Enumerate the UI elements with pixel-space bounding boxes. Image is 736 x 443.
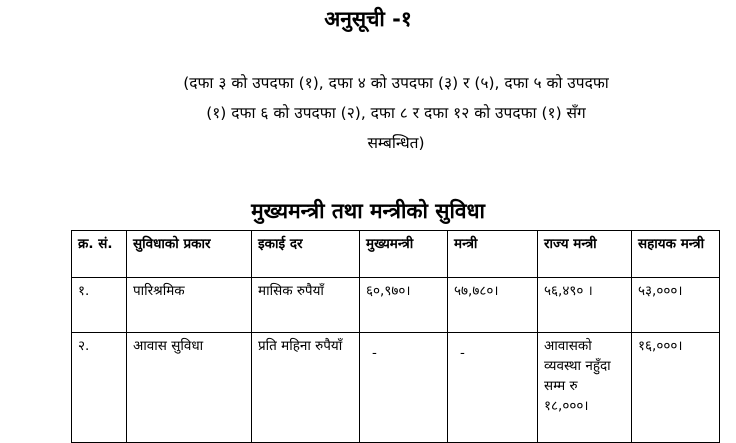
cell-chief-minister: - [360, 333, 448, 443]
reference-line-1: (दफा ३ को उपदफा (१), दफा ४ को उपदफा (३) र (५), दफा ५ को उपदफा [183, 74, 609, 92]
header-minister: मन्त्री [448, 231, 538, 278]
cell-assistant-minister: ५३,०००। [632, 278, 720, 333]
table-row [72, 278, 720, 333]
cell-assistant-minister: १६,०००। [632, 333, 720, 443]
reference-line-3: सम्बन्धित) [367, 134, 425, 152]
cell-facility-type: आवास सुविधा [127, 333, 252, 443]
cell-chief-minister: ६०,९७०। [360, 278, 448, 333]
cell-serial: १. [72, 278, 127, 333]
reference-line-2: (१) दफा ६ को उपदफा (२), दफा ८ र दफा १२ को उपदफा (१) सँग [206, 104, 586, 122]
header-state-minister: राज्य मन्त्री [538, 231, 632, 278]
header-serial: क्र. सं. [72, 231, 127, 278]
table-row [72, 333, 720, 443]
cell-minister: - [448, 333, 538, 443]
page-heading: अनुसूची -१ [324, 7, 412, 31]
facilities-table [71, 230, 720, 443]
header-assistant-minister: सहायक मन्त्री [632, 231, 720, 278]
header-unit-rate: इकाई दर [252, 231, 360, 278]
cell-facility-type: पारिश्रमिक [127, 278, 252, 333]
cell-serial: २. [72, 333, 127, 443]
cell-minister: ५७,७८०। [448, 278, 538, 333]
cell-state-minister: ५६,४९० । [538, 278, 632, 333]
legal-reference [70, 68, 722, 158]
table-header-row [72, 231, 720, 278]
section-title: मुख्यमन्त्री तथा मन्त्रीको सुविधा [251, 199, 485, 223]
header-chief-minister: मुख्यमन्त्री [360, 231, 448, 278]
cell-unit-rate: प्रति महिना रुपैयाँ [252, 333, 360, 443]
cell-state-minister: आवासको व्यवस्था नहुँदा सम्म रु १८,०००। [538, 333, 632, 443]
cell-unit-rate: मासिक रुपैयाँ [252, 278, 360, 333]
header-facility-type: सुविधाको प्रकार [127, 231, 252, 278]
